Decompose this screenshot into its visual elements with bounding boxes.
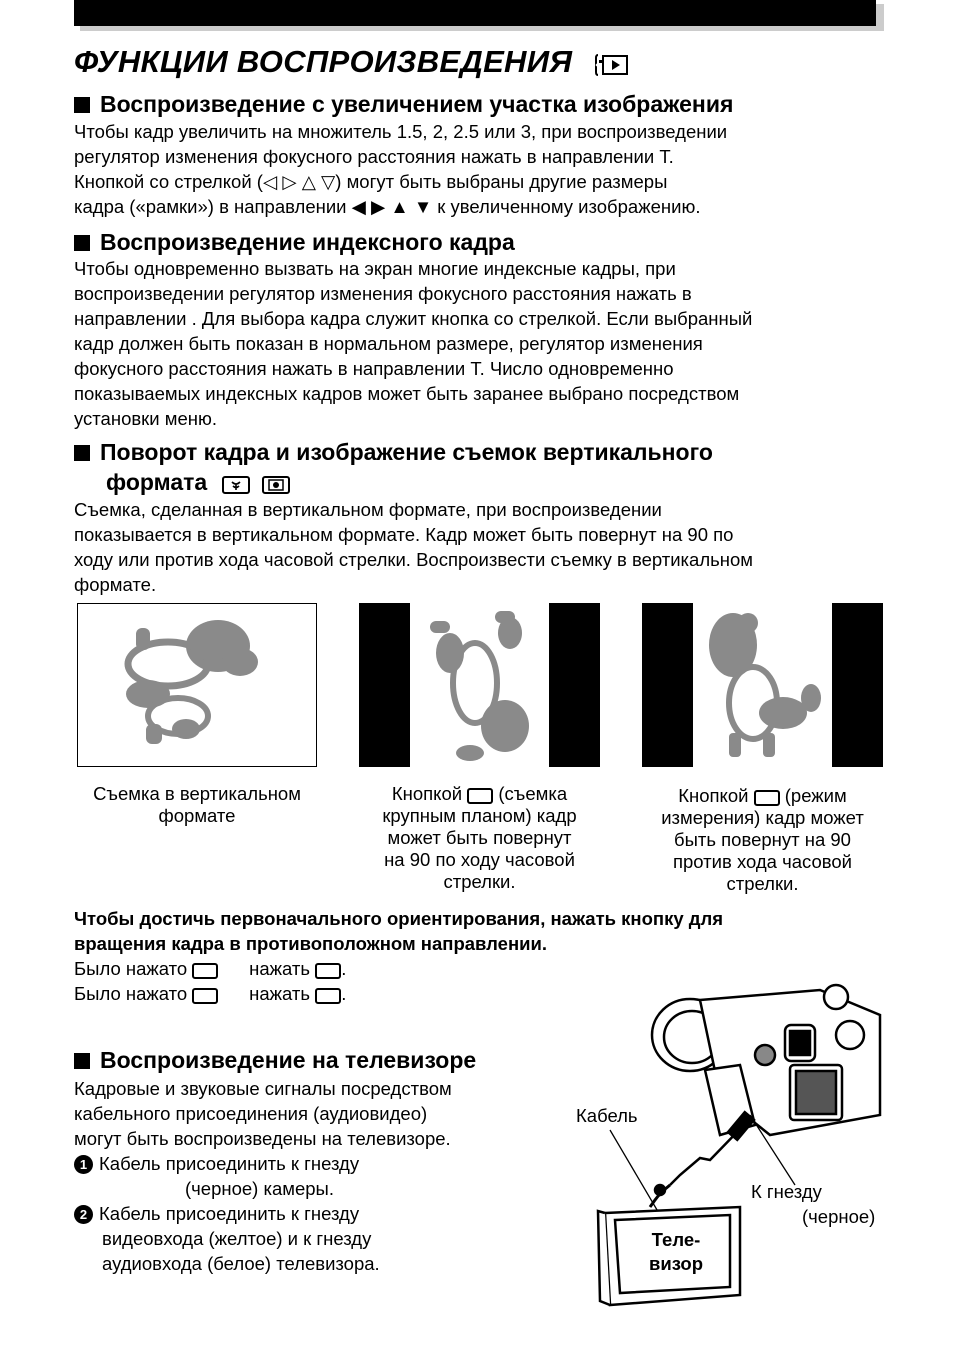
page-title: ФУНКЦИИ ВОСПРОИЗВЕДЕНИЯ xyxy=(74,44,573,79)
orientation-steps: Было нажато нажать . Было нажато нажать . xyxy=(74,958,347,1004)
frame-rotated-ccw xyxy=(642,603,883,767)
bullet-square-icon xyxy=(74,1053,90,1069)
section-heading-zoom: Воспроизведение с увеличением участка изображения xyxy=(74,89,733,119)
bullet-square-icon xyxy=(74,97,90,113)
frame-rotated-cw-image-area xyxy=(410,603,549,767)
camera-tv-illustration xyxy=(580,975,890,1315)
dog-image-upright xyxy=(693,603,832,767)
orientation-note: Чтобы достичь первоначального ориентирования, нажать кнопку для вращения кадра в противоположном направлении. xyxy=(74,908,724,954)
caption-rotated-ccw: Кнопкой (режим измерения) кадр может быть повернут на 90 против хода часовой стрелки. xyxy=(661,785,864,894)
cable-icon xyxy=(650,1112,754,1207)
cable-label: Кабель xyxy=(576,1105,638,1126)
bullet-square-icon xyxy=(74,445,90,461)
caption-vertical-shot: Съемка в вертикальном формате xyxy=(93,783,301,826)
metering-rotate-icon xyxy=(262,476,290,494)
dog-image-rotated-cw xyxy=(410,603,549,767)
section-zoom-text: Чтобы кадр увеличить на множитель 1.5, 2, 2.5 или 3, при воспроизведении регулятор изменения фокусного расстояния нажать в направлении T. Кнопкой со стрелкой (◁ ▷ △ ▽) могут быть выбраны другие размеры кадра («рамки») в направлении ◀ ▶ ▲ ▼ к увеличенному изображению. xyxy=(74,121,728,217)
close-up-icon xyxy=(192,963,218,979)
frame-rotated-ccw-image-area xyxy=(693,603,832,767)
jack-label: К гнезду xyxy=(751,1181,822,1202)
header-bar xyxy=(74,0,876,26)
playback-mode-icon xyxy=(595,52,629,78)
section-heading-rotate-line2: формата xyxy=(106,467,290,497)
tv-label: Теле- визор xyxy=(648,1229,704,1274)
dog-image-rotated xyxy=(78,604,315,765)
close-up-icon xyxy=(467,788,493,804)
section-rotate-text: Съемка, сделанная в вертикальном формате, при воспроизведении показывается в вертикальном формате. Кадр может быть повернут на 90 по ходу или против хода часовой стрелки. Воспроизвести съемку в вертикальном формате. xyxy=(74,499,753,595)
close-up-rotate-icon xyxy=(222,476,250,494)
caption-rotated-cw: Кнопкой (съемка крупным планом) кадр может быть повернут на 90 по ходу часовой стрелки. xyxy=(382,783,577,892)
jack-label-color: (черное) xyxy=(802,1206,876,1227)
frame-vertical-shot xyxy=(77,603,317,767)
section-index-text: Чтобы одновременно вызвать на экран многие индексные кадры, при воспроизведении регулятор изменения фокусного расстояния нажать в направлении . Для выбора кадра служит кнопка со стрелкой. Если выбранный кадр должен быть показан в нормальном размере, регулятор изменения фокусного расстояния нажать в направлении T. Число одновременно показываемых индексных кадров может быть заранее выбрано посредством установки меню. xyxy=(74,258,753,429)
section-heading-index: Воспроизведение индексного кадра xyxy=(74,227,515,257)
step-number-2: 2 xyxy=(74,1205,93,1224)
metering-icon xyxy=(754,790,780,806)
metering-icon xyxy=(192,988,218,1004)
bullet-square-icon xyxy=(74,235,90,251)
close-up-icon xyxy=(315,988,341,1004)
frame-rotated-cw xyxy=(359,603,600,767)
step-number-1: 1 xyxy=(74,1155,93,1174)
section-heading-rotate: Поворот кадра и изображение съемок вертикального xyxy=(74,437,713,467)
metering-icon xyxy=(315,963,341,979)
section-heading-tv: Воспроизведение на телевизоре xyxy=(74,1045,476,1075)
camera-icon xyxy=(652,985,880,1135)
section-tv-text: Кадровые и звуковые сигналы посредством кабельного присоединения (аудиовидео) могут быть воспроизведены на телевизоре. 1 Кабель присоединить к гнезду (черное) камеры. 2 Кабель присоединить к гнезду видеовхода (желтое) и к гнезду аудиовхода (белое) телевизора. xyxy=(74,1078,452,1274)
